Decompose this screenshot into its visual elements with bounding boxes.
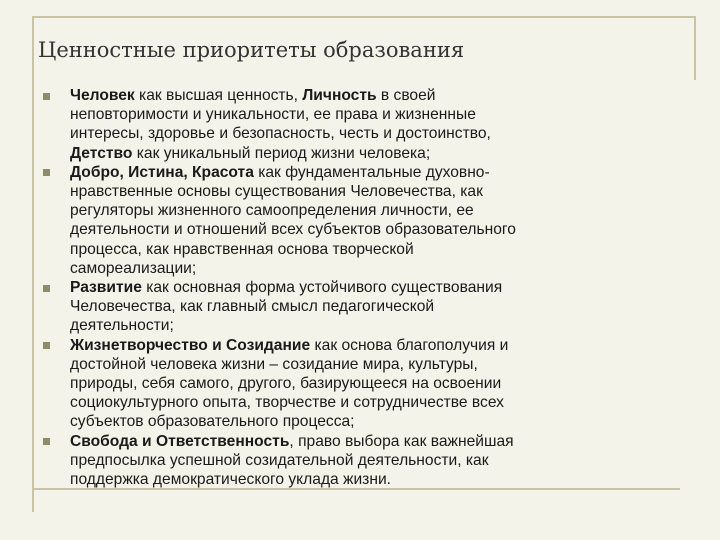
emphasized-term: Добро, Истина, Красота xyxy=(70,163,254,181)
square-bullet-icon xyxy=(43,285,50,292)
list-item-line xyxy=(70,220,680,239)
list-item-line xyxy=(70,393,680,412)
list-item xyxy=(40,336,680,432)
body-text: нравственные основы существования Человечества, как xyxy=(70,183,483,201)
body-text: , право выбора как важнейшая xyxy=(289,432,514,450)
body-text: достойной человека жизни – созидание мира, культуры, xyxy=(70,355,478,373)
list-item-line xyxy=(70,412,680,431)
list-item-line xyxy=(70,86,680,105)
frame-left-line xyxy=(32,16,34,512)
list-item-line xyxy=(70,432,680,451)
list-item-line xyxy=(70,182,680,201)
square-bullet-icon xyxy=(43,169,50,176)
list-item-line xyxy=(70,259,680,278)
list-item-line xyxy=(70,374,680,393)
body-text: самореализации; xyxy=(70,259,197,277)
emphasized-term: Личность xyxy=(302,87,377,104)
body-text: Человечества, как главный смысл педагогической xyxy=(70,298,435,316)
list-item-line xyxy=(70,124,680,143)
body-text: деятельности; xyxy=(70,317,174,335)
list-item-line xyxy=(70,297,680,316)
body-text: природы, себя самого, другого, базирующееся на освоении xyxy=(70,375,502,393)
body-text: деятельности и отношений всех субъектов образовательного xyxy=(70,221,516,239)
square-bullet-icon xyxy=(43,342,50,349)
list-item-line xyxy=(70,105,680,124)
slide-title: Ценностные приоритеты образования xyxy=(38,38,465,62)
body-text: как основная форма устойчивого существования xyxy=(141,279,503,297)
emphasized-term: Жизнетворчество и Созидание xyxy=(70,336,311,354)
body-text: как высшая ценность, xyxy=(134,87,303,104)
list-item xyxy=(40,278,680,336)
emphasized-term: Детство xyxy=(70,144,133,162)
list-item xyxy=(40,432,680,490)
list-item-line xyxy=(70,144,680,163)
body-text: как основа благополучия и xyxy=(310,336,509,354)
frame-top-line xyxy=(32,16,696,18)
body-text: процесса, как нравственная основа творческой xyxy=(70,240,414,258)
list-item-line xyxy=(70,316,680,335)
list-item-line xyxy=(70,240,680,259)
list-item-line xyxy=(70,470,680,489)
body-text: регуляторы жизненного самоопределения личности, ее xyxy=(70,202,474,220)
emphasized-term: Человек xyxy=(70,87,135,104)
square-bullet-icon xyxy=(43,438,50,445)
body-text: социокультурного опыта, творчестве и сотрудничестве всех xyxy=(70,394,504,412)
body-text: интересы, здоровье и безопасность, честь и достоинство, xyxy=(70,125,491,143)
square-bullet-icon xyxy=(43,93,50,100)
list-item-line xyxy=(70,336,680,355)
list-item xyxy=(40,163,680,278)
emphasized-term: Развитие xyxy=(70,279,142,297)
body-text: как фундаментальные духовно- xyxy=(253,163,490,181)
list-item-line xyxy=(70,278,680,297)
body-text: как уникальный период жизни человека; xyxy=(132,144,431,162)
list-item-line xyxy=(70,163,680,182)
body-text: неповторимости и уникальности, ее права и жизненные xyxy=(70,106,476,124)
bullet-list xyxy=(40,86,680,489)
emphasized-term: Свобода и Ответственность xyxy=(70,432,290,450)
body-text: поддержка демократического уклада жизни. xyxy=(70,471,391,489)
body-text: субъектов образовательного процесса; xyxy=(70,413,355,431)
list-item xyxy=(40,86,680,163)
frame-right-line xyxy=(694,16,696,80)
list-item-line xyxy=(70,451,680,470)
body-text: в своей xyxy=(376,87,436,104)
body-text: предпосылка успешной созидательной деятельности, как xyxy=(70,451,489,469)
list-item-line xyxy=(70,201,680,220)
list-item-line xyxy=(70,355,680,374)
